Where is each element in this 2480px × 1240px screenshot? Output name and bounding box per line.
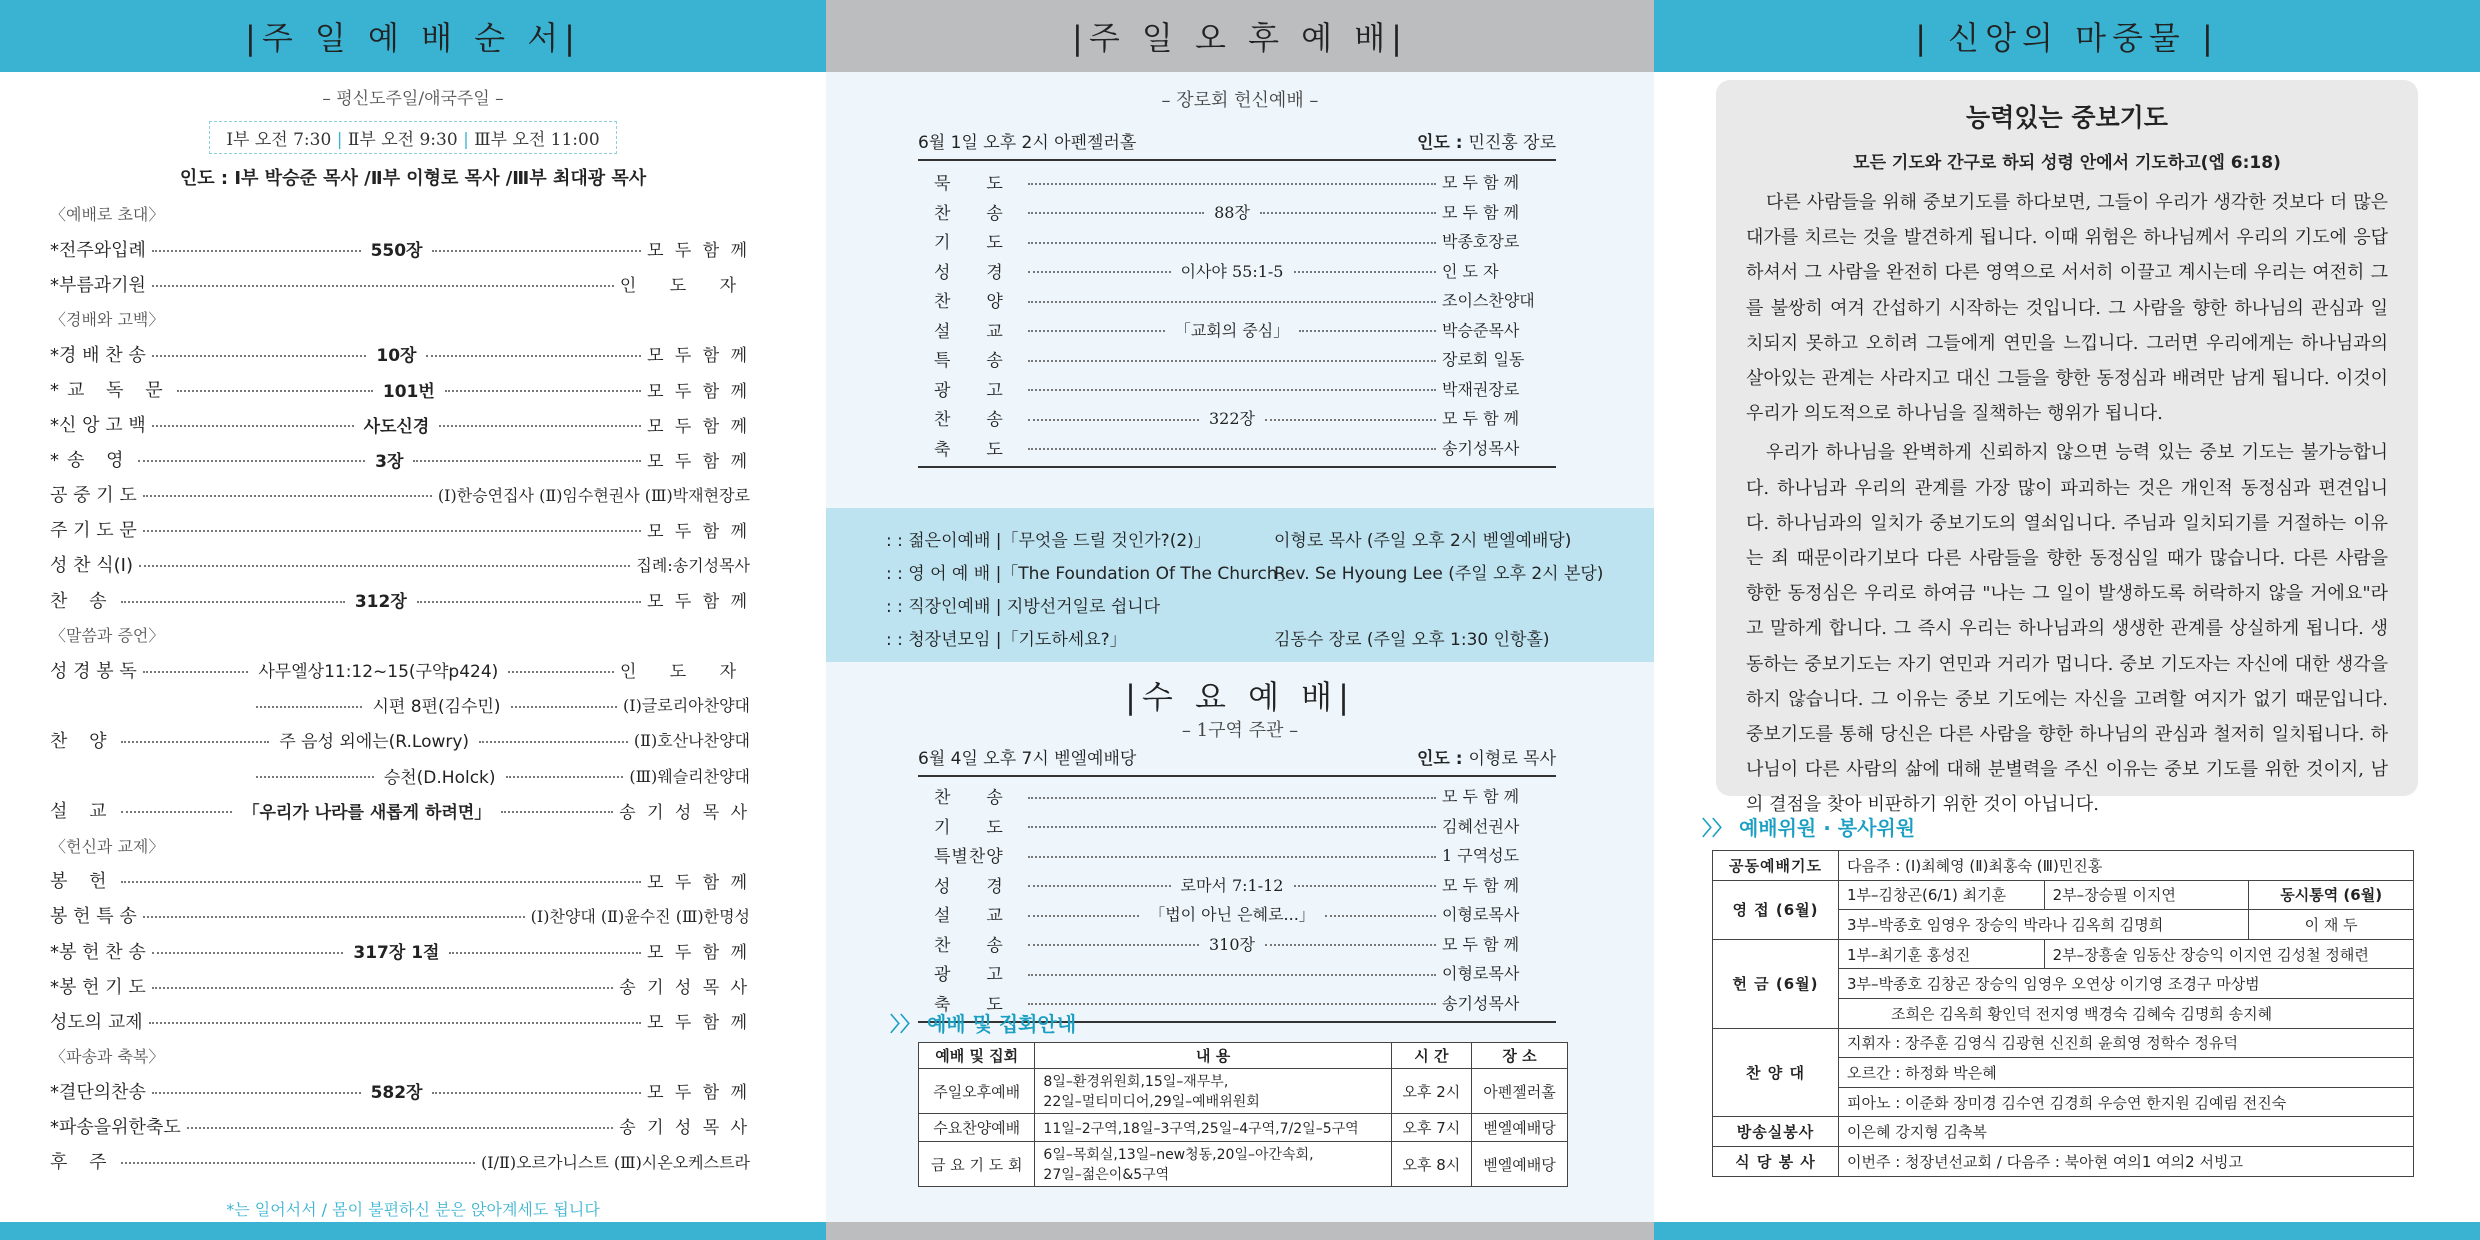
dot-leader [121, 601, 345, 603]
dot-leader [1028, 242, 1436, 244]
order-item [918, 433, 1556, 463]
band-item [886, 588, 1654, 621]
item-label: 특송 [934, 351, 1039, 372]
item-person: 김혜선권사 [1442, 816, 1520, 836]
table-row: 방송실봉사 이은혜 강지형 김축복 [1713, 1117, 2414, 1147]
item-label: 찬송 [934, 410, 1039, 431]
item-label: *부름과기원 [50, 274, 146, 296]
band-item [886, 555, 1654, 588]
order-item [50, 512, 750, 547]
item-label: 찬송 [934, 935, 1039, 956]
item-person: 이형로목사 [1442, 964, 1520, 984]
item-label: 찬 양 [50, 730, 115, 752]
item-detail: 312장 [354, 592, 407, 613]
column-header: 예배 및 집회 [919, 1043, 1035, 1069]
order-item [50, 477, 750, 512]
dot-leader [256, 776, 374, 778]
item-label: *송 영 [50, 450, 132, 472]
item-person: 모 두 함 께 [1442, 173, 1520, 193]
order-item [50, 968, 750, 1003]
dot-leader [432, 1092, 641, 1094]
order-item [50, 231, 750, 266]
item-detail: 「교회의 중심」 [1174, 320, 1290, 340]
sunday-afternoon-datetime: 6월 1일 오후 2시 아펜젤러홀 [918, 133, 1137, 153]
item-detail: 101번 [382, 381, 435, 402]
table-cell: 오후 2시 [1391, 1069, 1471, 1114]
item-person: 모 두 함 께 [647, 416, 751, 437]
service-time-2: Ⅱ부 오전 9:30 [347, 130, 458, 150]
section-heading [50, 196, 750, 231]
item-label: 후 주 [50, 1152, 115, 1174]
item-person: 이형로목사 [1442, 905, 1520, 925]
item-detail: 로마서 7:1-12 [1180, 875, 1284, 895]
item-person: 인 도 자 [1442, 261, 1499, 281]
item-detail: 3장 [375, 451, 404, 472]
order-item [50, 898, 750, 933]
item-person: 모 두 함 께 [1442, 787, 1520, 807]
dot-leader [256, 706, 362, 708]
dot-leader [449, 952, 641, 954]
dot-leader [508, 671, 614, 673]
item-label: *봉 헌 찬 송 [50, 941, 146, 963]
dot-leader [1028, 389, 1436, 391]
table-cell: 벧엘예배당 [1472, 1114, 1568, 1142]
item-detail: 88장 [1214, 202, 1250, 222]
item-person: (Ⅰ/Ⅱ)오르가니스트 (Ⅲ)시온오케스트라 [481, 1152, 750, 1172]
order-item [918, 958, 1556, 988]
item-person: 박재권장로 [1442, 379, 1520, 399]
item-person: 송기성목사 [1442, 438, 1520, 458]
item-person: (Ⅰ)한승연집사 (Ⅱ)임수현권사 (Ⅲ)박재현장로 [437, 485, 750, 505]
service-volunteers-title: 〉〉 예배위원 · 봉사위원 [1702, 816, 1916, 840]
wednesday-datetime: 6월 4일 오후 7시 벧엘예배당 [918, 749, 1137, 769]
item-label: *결단의찬송 [50, 1081, 146, 1103]
item-person: 박종호장로 [1442, 232, 1520, 252]
item-person: 모 두 함 께 [1442, 409, 1520, 429]
dot-leader [439, 425, 641, 427]
dot-leader [1028, 360, 1436, 362]
section-label: 〈헌신과 교제〉 [50, 836, 165, 856]
order-item [50, 793, 750, 828]
item-person: 모 두 함 께 [647, 381, 750, 402]
order-item [918, 167, 1556, 197]
dot-leader [426, 355, 641, 357]
item-label: 찬양 [934, 292, 1039, 313]
item-person: (Ⅱ)호산나찬양대 [633, 731, 751, 751]
dot-leader [139, 565, 630, 567]
table-row: 영 접 (6월) 1부–김창곤(6/1) 최기훈 2부–장승필 이지연 동시통역 (6월) [1713, 880, 2414, 910]
item-person: 송기성목사 [1442, 993, 1520, 1013]
table-cell: 금 요 기 도 회 [919, 1142, 1035, 1187]
order-item [50, 547, 750, 582]
order-item [50, 863, 750, 898]
table-cell: 11일–2구역,18일–3구역,25일–4구역,7/2일–5구역 [1035, 1114, 1391, 1142]
devotional-verse: 모든 기도와 간구로 하되 성령 안에서 기도하고(엡 6:18) [1853, 153, 2281, 173]
column-header: 내 용 [1035, 1043, 1391, 1069]
devotional-header: | 신앙의 마중물 | [1654, 0, 2480, 72]
dot-leader [1265, 419, 1436, 421]
order-item [50, 933, 750, 968]
dot-leader [121, 741, 270, 743]
section-heading [50, 301, 750, 336]
item-detail: 317장 1절 [353, 943, 440, 964]
item-detail: 시편 8편(김수민) [372, 697, 501, 718]
dot-leader [152, 425, 354, 427]
table-cell: 아펜젤러홀 [1472, 1069, 1568, 1114]
dot-leader [1028, 1003, 1436, 1005]
item-person: 집례:송기성목사 [636, 555, 750, 575]
bottom-bar [826, 1222, 1654, 1240]
dot-leader [1028, 448, 1436, 450]
item-person: (Ⅲ)웨슬리찬양대 [629, 766, 751, 786]
dot-leader [501, 811, 613, 813]
dot-leader [1260, 212, 1436, 214]
item-label: 찬송 [934, 203, 1039, 224]
item-person: 모 두 함 께 [647, 241, 750, 262]
table-cell: 벧엘예배당 [1472, 1142, 1568, 1187]
section-heading [50, 617, 750, 652]
order-item [50, 407, 750, 442]
dot-leader [1325, 915, 1436, 917]
order-item [918, 197, 1556, 227]
item-label: 축도 [934, 439, 1039, 460]
item-person: 조이스찬양대 [1442, 291, 1535, 311]
other-services-band [826, 508, 1654, 662]
item-label: 성 찬 식(Ⅰ) [50, 555, 133, 577]
order-item [918, 374, 1556, 404]
order-item [50, 687, 750, 722]
item-person: 1 구역성도 [1442, 846, 1520, 866]
sunday-afternoon-order [918, 128, 1556, 468]
bottom-bar [1654, 1222, 2480, 1240]
order-item [50, 371, 750, 406]
table-cell: 6일–목회실,13일–new청동,20일–아간속회, 27일–젊은이&5구역 [1035, 1142, 1391, 1187]
service-times: Ⅰ부 오전 7:30 | Ⅱ부 오전 9:30 | Ⅲ부 오전 11:00 [209, 121, 617, 154]
dot-leader [417, 601, 641, 603]
dot-leader [1028, 419, 1199, 421]
dot-leader [152, 355, 367, 357]
item-label: *전주와입례 [50, 239, 146, 261]
dot-leader [138, 460, 366, 462]
item-label: 봉 헌 [50, 871, 115, 893]
dot-leader [1294, 885, 1437, 887]
order-item [918, 315, 1556, 345]
item-person: 모 두 함 께 [647, 346, 750, 367]
band-title: : : 청장년모임 |「기도하세요?」 [886, 630, 1127, 650]
order-item [50, 758, 750, 793]
order-item [918, 256, 1556, 286]
order-item [50, 266, 750, 301]
afternoon-service-subtitle: – 장로회 헌신예배 – [1161, 90, 1319, 111]
dot-leader [152, 987, 614, 989]
chevron-right-icon: 〉〉 [1702, 816, 1732, 840]
dot-leader [413, 460, 641, 462]
item-detail: 승천(D.Holck) [383, 767, 496, 788]
band-detail: 이형로 목사 (주일 오후 2시 벧엘예배당) [1274, 531, 1572, 551]
item-person: 모 두 함 께 [647, 592, 751, 613]
band-title: : : 젊은이예배 |「무엇을 드릴 것인가?(2)」 [886, 531, 1211, 551]
item-detail: 322장 [1209, 409, 1255, 429]
order-item [918, 899, 1556, 929]
item-detail: 이사야 55:1-5 [1180, 261, 1284, 281]
item-person: (Ⅰ)찬양대 (Ⅱ)윤수진 (Ⅲ)한명성 [530, 906, 750, 926]
item-label: 설 교 [50, 801, 115, 823]
column-header: 시 간 [1391, 1043, 1471, 1069]
dot-leader [1028, 301, 1436, 303]
band-title: : : 직장인예배 | 지방선거일로 쉽니다 [886, 597, 1161, 617]
item-label: 광고 [934, 965, 1039, 986]
table-row: 오르간 : 하정화 박은혜 [1713, 1058, 2414, 1088]
standing-note: *는 일어서서 / 몸이 불편하신 분은 앉아계세도 됩니다 [226, 1200, 600, 1219]
order-of-worship-list [50, 196, 750, 1179]
table-cell: 수요찬양예배 [919, 1114, 1035, 1142]
item-person: 모 두 함 께 [647, 872, 750, 893]
table-row: 3부–박종호 임영우 장승익 박라나 김옥희 김명희 이 재 두 [1713, 910, 2414, 940]
item-person: 모 두 함 께 [647, 521, 750, 542]
item-person: 박승준목사 [1442, 320, 1520, 340]
table-cell: 오후 8시 [1391, 1142, 1471, 1187]
sunday-afternoon-leader: 민진홍 장로 [1468, 133, 1556, 153]
dot-leader [1028, 797, 1436, 799]
service-volunteers-table [1712, 850, 2414, 1177]
dot-leader [177, 390, 373, 392]
section-heading [50, 1038, 750, 1073]
service-time-3: Ⅲ부 오전 11:00 [474, 130, 600, 150]
section-label: 〈예배로 초대〉 [50, 205, 165, 225]
item-label: 주 기 도 문 [50, 520, 137, 542]
dot-leader [152, 952, 344, 954]
item-person: 모 두 함 께 [647, 943, 751, 964]
dot-leader [1028, 974, 1436, 976]
dot-leader [506, 776, 624, 778]
order-item [50, 582, 750, 617]
item-label: 성경 [934, 262, 1039, 283]
dot-leader [1028, 183, 1436, 185]
section-label: 〈말씀과 증언〉 [50, 626, 165, 646]
section-label: 〈경배와 고백〉 [50, 310, 165, 330]
item-person: 인 도 자 [619, 276, 750, 297]
item-label: 찬송 [934, 788, 1039, 809]
item-detail: 주 음성 외에는(R.Lowry) [279, 732, 470, 753]
devotional-paragraph-2: 우리가 하나님을 완벽하게 신뢰하지 않으면 능력 있는 중보 기도는 불가능합니다. 하나님과 우리의 관계를 가장 많이 파괴하는 것은 개인적 동정심과 편견입니다. 하나님과의 일치가 중보기도의 열쇠입니다. 주님과 일치되기를 거절하는 이유는 죄 때문이라기보다 다른 사람들을 향한 동정심일 때가 많습니다. 다른 사람을 향한 동정심은 우리로 하여금 "나는 그 일이 발생하도록 허락하지 않을 거에요"라고 말하게 합니다. 그 즉시 우리는 하나님과의 생생한 관계를 상실하게 됩니다. 생동하는 중보기도는 자기 연민과 거리가 멉니다. 중보 기도자는 자신에 대한 생각을 하지 않습니다. 그 이유는 중보 기도에는 자신을 고려할 여지가 없기 때문입니다. 중보기도를 통해 당신은 다른 사람을 향한 하나님의 관심과 철저히 일치됩니다. 하나님이 다른 사람의 삶에 대해 분별력을 주신 이유는 중보 기도를 위한 것이지, 남의 결점을 찾아 비판하기 위한 것이 아닙니다. [1746, 442, 2388, 816]
table-row: 헌 금 (6월) 1부–최기훈 홍성진 2부–장흥술 임동산 장승익 이지연 김성철 정해련 [1713, 939, 2414, 969]
sunday-service-subtitle: – 평신도주일/애국주일 – [322, 89, 504, 109]
leader-label: 인도 : [1417, 133, 1469, 153]
dot-leader [152, 285, 614, 287]
sunday-service-order-panel [0, 0, 826, 1240]
item-person: 송 기 성 목 사 [619, 802, 750, 823]
dot-leader [1028, 915, 1139, 917]
afternoon-service-header: |주 일 오 후 예 배| [826, 0, 1654, 72]
item-person: 인 도 자 [619, 662, 751, 683]
item-label: 찬 송 [50, 590, 115, 612]
table-header-row [919, 1043, 1568, 1069]
dot-leader [1265, 944, 1436, 946]
service-time-1: Ⅰ부 오전 7:30 [226, 130, 332, 150]
order-item [918, 840, 1556, 870]
item-label: 설교 [934, 321, 1039, 342]
item-detail: 「법이 아닌 은혜로...」 [1149, 905, 1315, 925]
item-detail: 10장 [376, 346, 417, 367]
item-detail: 사무엘상11:12~15(구약p424) [258, 662, 499, 683]
item-label: *파송을위한축도 [50, 1116, 181, 1138]
dot-leader [1028, 885, 1171, 887]
dot-leader [479, 741, 628, 743]
chevron-right-icon: 〉〉 [890, 1012, 920, 1036]
table-row: 식 당 봉 사 이번주 : 청장년선교회 / 다음주 : 북아현 여의1 여의2 서빙고 [1713, 1146, 2414, 1176]
order-item [50, 1144, 750, 1179]
item-person: 송 기 성 목 사 [619, 1118, 750, 1139]
order-item [918, 403, 1556, 433]
dot-leader [121, 1162, 476, 1164]
item-label: *경 배 찬 송 [50, 344, 146, 366]
item-person: 모 두 함 께 [647, 1013, 750, 1034]
item-person: (Ⅰ)글로리아찬양대 [623, 696, 750, 716]
item-label: 성경 [934, 876, 1039, 897]
dot-leader [121, 881, 642, 883]
dot-leader [143, 495, 432, 497]
section-heading [50, 828, 750, 863]
devotional-card [1716, 80, 2418, 816]
item-detail: 310장 [1209, 934, 1255, 954]
service-leaders: 인도 : Ⅰ부 박승준 목사 /Ⅱ부 이형로 목사 /Ⅲ부 최대광 목사 [179, 168, 647, 189]
band-detail: 김동수 장로 (주일 오후 1:30 인항홀) [1274, 630, 1550, 650]
item-label: 설교 [934, 906, 1039, 927]
order-item [50, 1108, 750, 1143]
wednesday-order [918, 744, 1556, 1023]
order-item [50, 442, 750, 477]
item-label: 광고 [934, 380, 1039, 401]
column-header: 장 소 [1472, 1043, 1568, 1069]
dot-leader [121, 811, 233, 813]
dot-leader [1028, 826, 1436, 828]
band-title: : : 영 어 예 배 |「The Foundation Of The Church」 [886, 564, 1295, 584]
dot-leader [149, 1022, 641, 1024]
table-row: 조희은 김옥희 황인덕 전지영 백경숙 김혜숙 김명희 송지혜 [1713, 998, 2414, 1028]
table-cell: 8일–환경위원회,15일–재무부, 22일–멀티미디어,29일–예배위원회 [1035, 1069, 1391, 1114]
table-row: 공동예배기도 다음주 : (Ⅰ)최혜영 (Ⅱ)최홍숙 (Ⅲ)민진홍 [1713, 851, 2414, 881]
table-row [919, 1142, 1568, 1187]
dot-leader [143, 671, 249, 673]
order-item [50, 1073, 750, 1108]
item-person: 모 두 함 께 [1442, 875, 1520, 895]
table-row [919, 1114, 1568, 1142]
devotional-title: 능력있는 중보기도 [1966, 103, 2168, 132]
worship-info-table [918, 1042, 1568, 1187]
item-detail: 582장 [370, 1083, 423, 1104]
item-person: 모 두 함 께 [647, 451, 751, 472]
dot-leader [1299, 330, 1436, 332]
item-person: 송 기 성 목 사 [619, 978, 750, 999]
item-label: 공 중 기 도 [50, 485, 137, 507]
wednesday-service-title: |수 요 예 배| [1125, 678, 1355, 716]
sunday-service-header: |주 일 예 배 순 서| [0, 0, 826, 72]
leader-label: 인도 : [1417, 749, 1469, 769]
dot-leader [432, 250, 641, 252]
dot-leader [1028, 944, 1199, 946]
item-label: *신 앙 고 백 [50, 415, 146, 437]
order-item [918, 226, 1556, 256]
band-detail: Rev. Se Hyoung Lee (주일 오후 2시 본당) [1274, 564, 1604, 584]
item-label: 봉 헌 특 송 [50, 906, 137, 928]
table-row [919, 1069, 1568, 1114]
item-label: 기도 [934, 233, 1039, 254]
item-detail: 사도신경 [363, 416, 430, 437]
item-label: 성도의 교제 [50, 1011, 143, 1033]
dot-leader [152, 250, 361, 252]
order-item [918, 870, 1556, 900]
dot-leader [1028, 271, 1171, 273]
order-item [50, 652, 750, 687]
item-label: 성 경 봉 독 [50, 660, 137, 682]
item-person: 장로회 일동 [1442, 350, 1525, 370]
dot-leader [143, 916, 525, 918]
table-cell: 오후 7시 [1391, 1114, 1471, 1142]
item-detail: 「우리가 나라를 새롭게 하려면」 [242, 802, 492, 823]
order-item [50, 1003, 750, 1038]
wednesday-service-subtitle: – 1구역 주관 – [1181, 720, 1299, 741]
order-item [918, 781, 1556, 811]
dot-leader [445, 390, 641, 392]
item-person: 모 두 함 께 [1442, 934, 1520, 954]
table-row: 3부–박종호 김창곤 장승익 임영우 오연상 이기영 조경구 마상범 [1713, 969, 2414, 999]
dot-leader [1028, 212, 1204, 214]
dot-leader [1028, 330, 1165, 332]
band-item [886, 621, 1654, 654]
table-row: 찬 양 대 지휘자 : 장주훈 김영식 김광현 신진희 윤희영 정학수 정유덕 [1713, 1028, 2414, 1058]
item-person: 모 두 함 께 [647, 1083, 750, 1104]
order-item [918, 285, 1556, 315]
item-label: 특별찬양 [934, 847, 1004, 868]
band-item [886, 522, 1654, 555]
bottom-bar [0, 1222, 826, 1240]
item-person: 모 두 함 께 [1442, 202, 1520, 222]
dot-leader [187, 1127, 614, 1129]
order-item [50, 336, 750, 371]
item-label: *봉 헌 기 도 [50, 976, 146, 998]
item-label: 묵도 [934, 174, 1039, 195]
item-label: 축도 [934, 994, 1039, 1015]
dot-leader [1028, 856, 1436, 858]
order-item [918, 929, 1556, 959]
sunday-afternoon-info [918, 128, 1556, 161]
devotional-panel [1654, 0, 2480, 1240]
item-detail: 550장 [370, 241, 423, 262]
order-item [50, 722, 750, 757]
order-item [918, 344, 1556, 374]
table-cell: 주일오후예배 [919, 1069, 1035, 1114]
section-label: 〈파송과 축복〉 [50, 1047, 165, 1067]
table-row: 피아노 : 이준화 장미경 김수연 김경희 우승연 한지원 김예림 전진숙 [1713, 1087, 2414, 1117]
dot-leader [143, 530, 641, 532]
devotional-paragraph-1: 다른 사람들을 위해 중보기도를 하다보면, 그들이 우리가 생각한 것보다 더 많은 대가를 치르는 것을 발견하게 됩니다. 이때 위험은 하나님께서 우리의 기도에 응답하셔서 그 사람을 완전히 다른 영역으로 서서히 이끌고 계시는데 우리는 여전히 그를 불쌍히 여겨 간섭하기 시작하는 것입니다. 그 사람을 향한 하나님의 관심과 일치되지 못하고 오히려 그들에게 연민을 느낍니다. 그러면 우리에게는 하나님과의 살아있는 관계는 사라지고 대신 그들을 향한 동정심과 배려만 남게 됩니다. 이것이 우리가 의도적으로 하나님을 질책하는 행위가 됩니다. [1746, 192, 2388, 425]
item-label: 기도 [934, 817, 1039, 838]
dot-leader [511, 706, 617, 708]
dot-leader [1294, 271, 1437, 273]
wednesday-info [918, 744, 1556, 777]
wednesday-leader: 이형로 목사 [1468, 749, 1556, 769]
worship-info-title: 〉〉 예배 및 집회안내 [890, 1012, 1077, 1036]
item-label: *교 독 문 [50, 380, 171, 402]
afternoon-service-panel [826, 0, 1654, 1240]
dot-leader [152, 1092, 361, 1094]
order-item [918, 811, 1556, 841]
